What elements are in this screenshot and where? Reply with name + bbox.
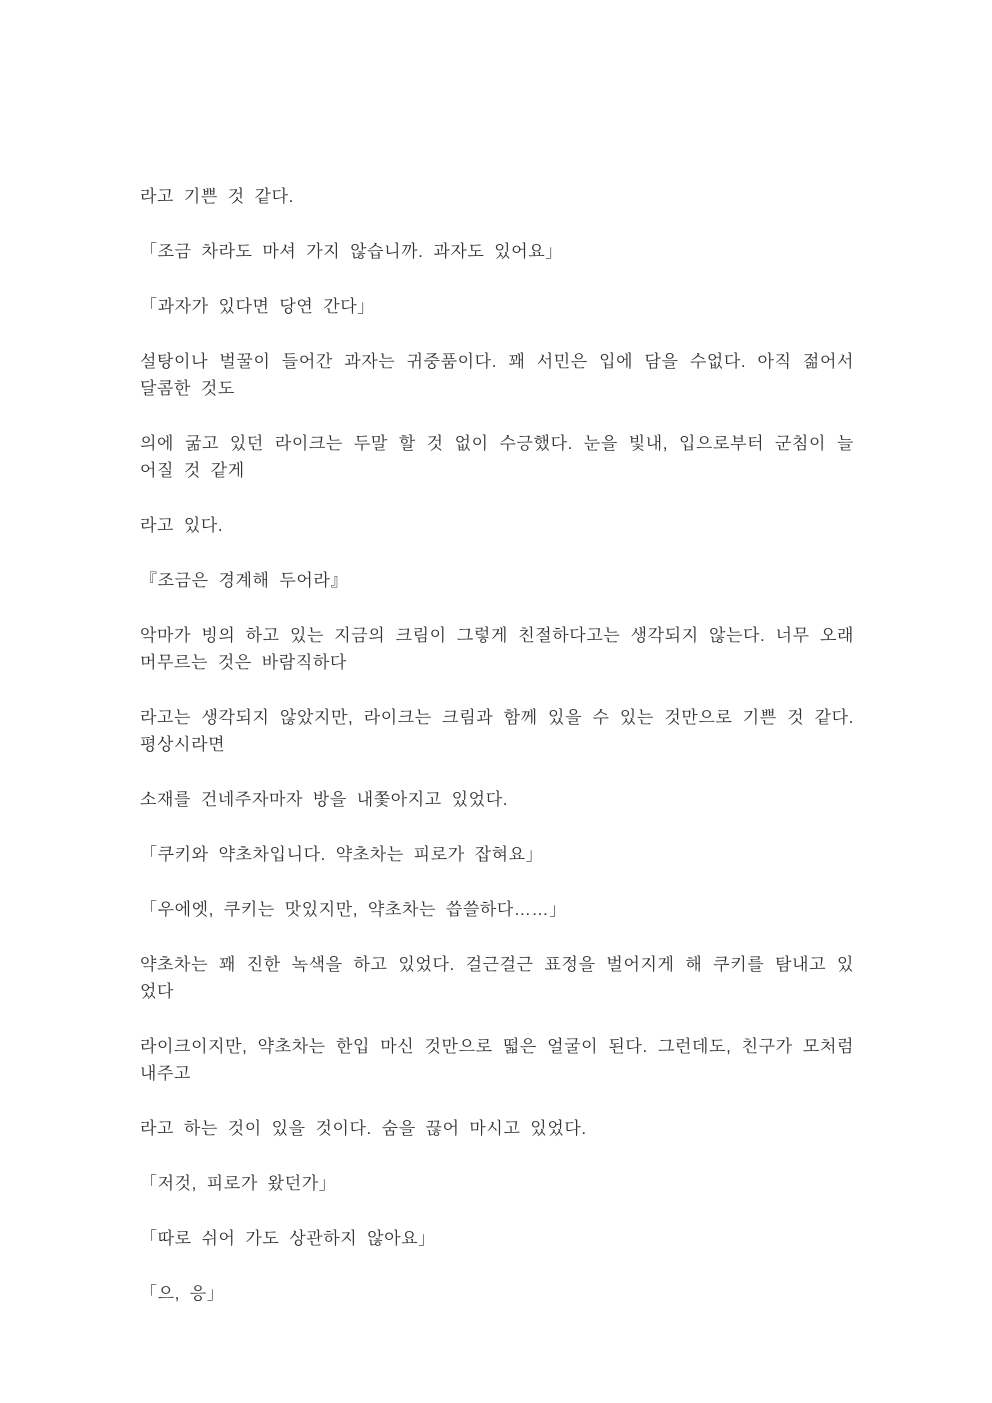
dialogue-paragraph: 「과자가 있다면 당연 간다」 — [140, 297, 375, 316]
paragraph: 소재를 건네주자마자 방을 내쫓아지고 있었다. — [140, 790, 509, 809]
paragraph: 라고 기쁜 것 같다. — [140, 187, 294, 206]
dialogue-paragraph: 「조금 차라도 마셔 가지 않습니까. 과자도 있어요」 — [140, 242, 563, 261]
paragraph: 라고 있다. — [140, 516, 224, 535]
paragraph: 설탕이나 벌꿀이 들어간 과자는 귀중품이다. 꽤 서민은 입에 담을 수없다. 아직 젊어서 달콤한 것도 — [140, 352, 854, 398]
paragraph: 라고 하는 것이 있을 것이다. 숨을 끊어 마시고 있었다. — [140, 1119, 587, 1138]
text-body — [140, 0, 854, 1307]
paragraph: 의에 굶고 있던 라이크는 두말 할 것 없이 수긍했다. 눈을 빛내, 입으로부터 군침이 늘어질 것 같게 — [140, 434, 854, 480]
dialogue-paragraph: 「저것, 피로가 왔던가」 — [140, 1174, 337, 1193]
dialogue-paragraph: 「쿠키와 약초차입니다. 약초차는 피로가 잡혀요」 — [140, 845, 544, 864]
dialogue-paragraph: 「따로 쉬어 가도 상관하지 않아요」 — [140, 1229, 436, 1248]
dialogue-paragraph: 「우에엣, 쿠키는 맛있지만, 약초차는 씁쓸하다……」 — [140, 900, 567, 919]
paragraph: 악마가 빙의 하고 있는 지금의 크림이 그렇게 친절하다고는 생각되지 않는다. 너무 오래 머무르는 것은 바람직하다 — [140, 626, 854, 672]
dialogue-paragraph: 「으, 응」 — [140, 1284, 225, 1303]
paragraph: 라고는 생각되지 않았지만, 라이크는 크림과 함께 있을 수 있는 것만으로 기쁜 것 같다. 평상시라면 — [140, 708, 854, 754]
paragraph: 라이크이지만, 약초차는 한입 마신 것만으로 떫은 얼굴이 된다. 그런데도, 친구가 모처럼 내주고 — [140, 1037, 854, 1083]
paragraph: 약초차는 꽤 진한 녹색을 하고 있었다. 걸근걸근 표정을 벌어지게 해 쿠키를 탐내고 있었다 — [140, 955, 854, 1001]
dialogue-paragraph: 『조금은 경계해 두어라』 — [140, 571, 349, 590]
